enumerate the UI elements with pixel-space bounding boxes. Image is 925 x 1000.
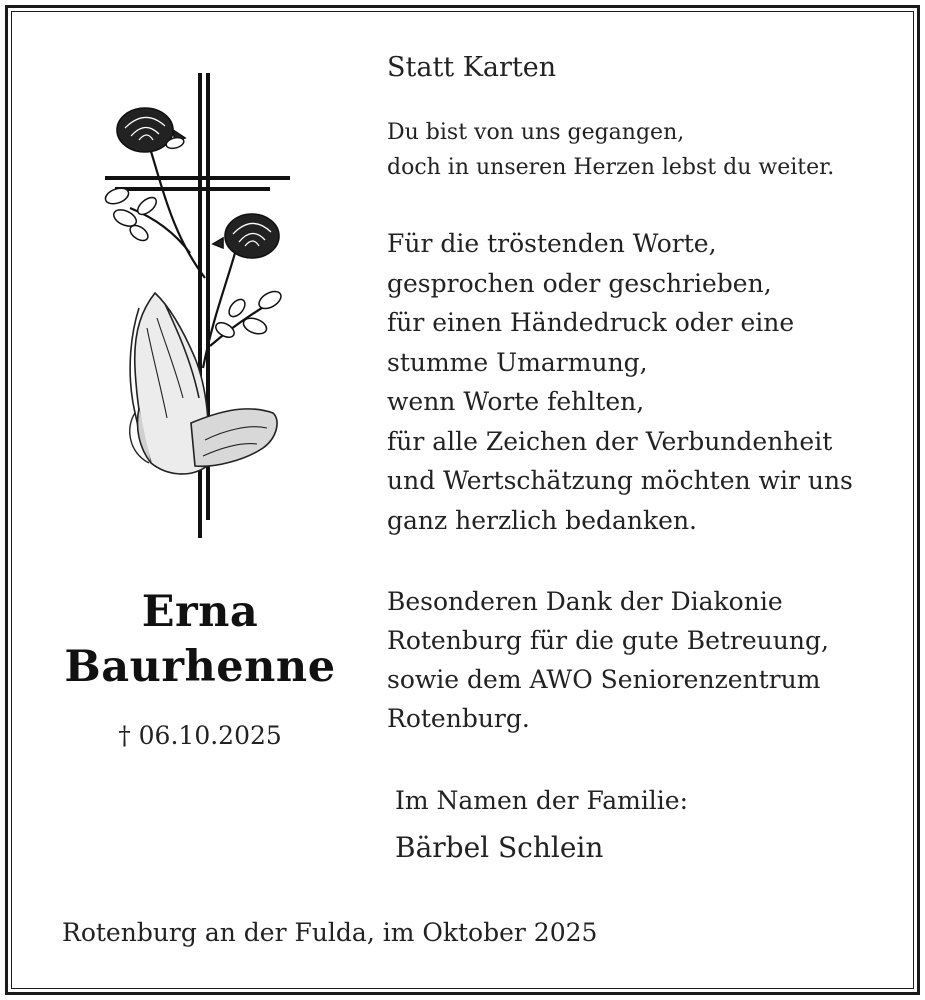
place-and-date: Rotenburg an der Fulda, im Oktober 2025 (62, 918, 598, 947)
special-thanks-line: Rotenburg. (387, 704, 530, 733)
thanks-line: für alle Zeichen der Verbundenheit (387, 426, 833, 456)
poem-line: Du bist von uns gegangen, (387, 120, 685, 145)
thanks-line: ganz herzlich bedanken. (387, 505, 697, 535)
thanks-line: wenn Worte fehlten, (387, 387, 645, 416)
statt-karten-heading: Statt Karten (387, 52, 557, 83)
poem-line: doch in unseren Herzen lebst du weiter. (387, 155, 835, 180)
special-thanks-line: Besonderen Dank der Diakonie (387, 587, 783, 616)
poem (387, 115, 834, 185)
deceased-block (40, 585, 360, 751)
special-thanks-paragraph (387, 582, 829, 738)
death-date: † 06.10.2025 (118, 721, 282, 750)
thanks-line: gesprochen oder geschrieben, (387, 268, 772, 298)
cross-with-roses-and-praying-hands-icon (95, 68, 295, 543)
signer-name: Bärbel Schlein (395, 831, 604, 864)
rose-icon (213, 214, 279, 258)
thanks-line: für einen Händedruck oder eine (387, 308, 795, 337)
special-thanks-line: sowie dem AWO Seniorenzentrum (387, 665, 821, 694)
special-thanks-line: Rotenburg für die gute Betreuung, (387, 626, 829, 655)
deceased-first-name: Erna (141, 587, 259, 637)
thanks-line: und Wertschätzung möchten wir uns (387, 466, 853, 495)
thanks-line: stumme Umarmung, (387, 347, 648, 377)
deceased-last-name: Baurhenne (64, 642, 336, 692)
thanks-paragraph (387, 224, 853, 540)
thanks-line: Für die tröstenden Worte, (387, 229, 717, 258)
family-intro: Im Namen der Familie: (395, 786, 689, 815)
